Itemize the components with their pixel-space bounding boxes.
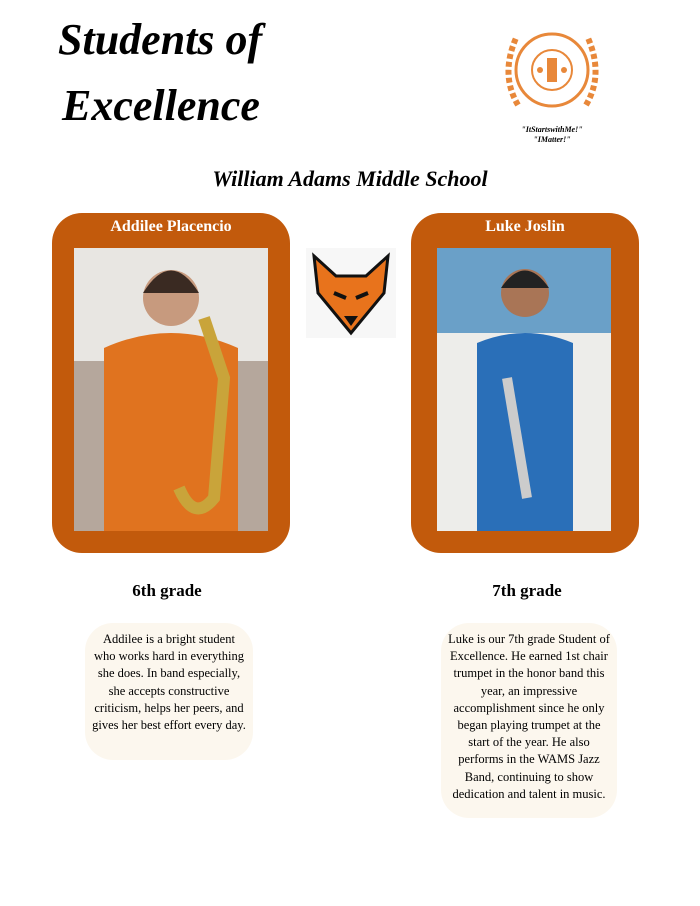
student-description: Luke is our 7th grade Student of Excellence. He earned 1st chair trumpet in the honor band this year, an impressive accomplishment since he only began playing trumpet at the start of the year. He also performs in the WAMS Jazz Band, continuing to show dedication and talent in music. bbox=[441, 623, 617, 818]
page-title-line2: Excellence bbox=[62, 81, 260, 130]
fox-mascot-icon bbox=[306, 248, 396, 338]
page-title-line1: Students of bbox=[58, 15, 263, 64]
logo-slogan-2: "IMatter!" bbox=[533, 135, 571, 144]
student-saxophone-photo-icon bbox=[74, 248, 268, 531]
school-name: William Adams Middle School bbox=[212, 166, 488, 191]
student-photo bbox=[74, 248, 268, 531]
school-mascot-fox bbox=[306, 248, 396, 338]
student-grade: 7th grade bbox=[492, 581, 562, 600]
student-name: Luke Joslin bbox=[485, 218, 565, 235]
student-photo bbox=[437, 248, 611, 531]
student-card-addilee bbox=[52, 213, 290, 553]
student-card-luke bbox=[411, 213, 639, 553]
district-seal-icon bbox=[498, 20, 606, 120]
district-logo bbox=[498, 20, 606, 142]
student-grade: 6th grade bbox=[132, 581, 202, 600]
student-trumpet-photo-icon bbox=[437, 248, 611, 531]
logo-slogan-1: "ItStartswithMe!" bbox=[521, 125, 583, 134]
student-name: Addilee Placencio bbox=[110, 218, 232, 235]
student-description: Addilee is a bright student who works hard in everything she does. In band especially, she accepts constructive criticism, helps her peers, and gives her best effort every day. bbox=[85, 623, 253, 760]
